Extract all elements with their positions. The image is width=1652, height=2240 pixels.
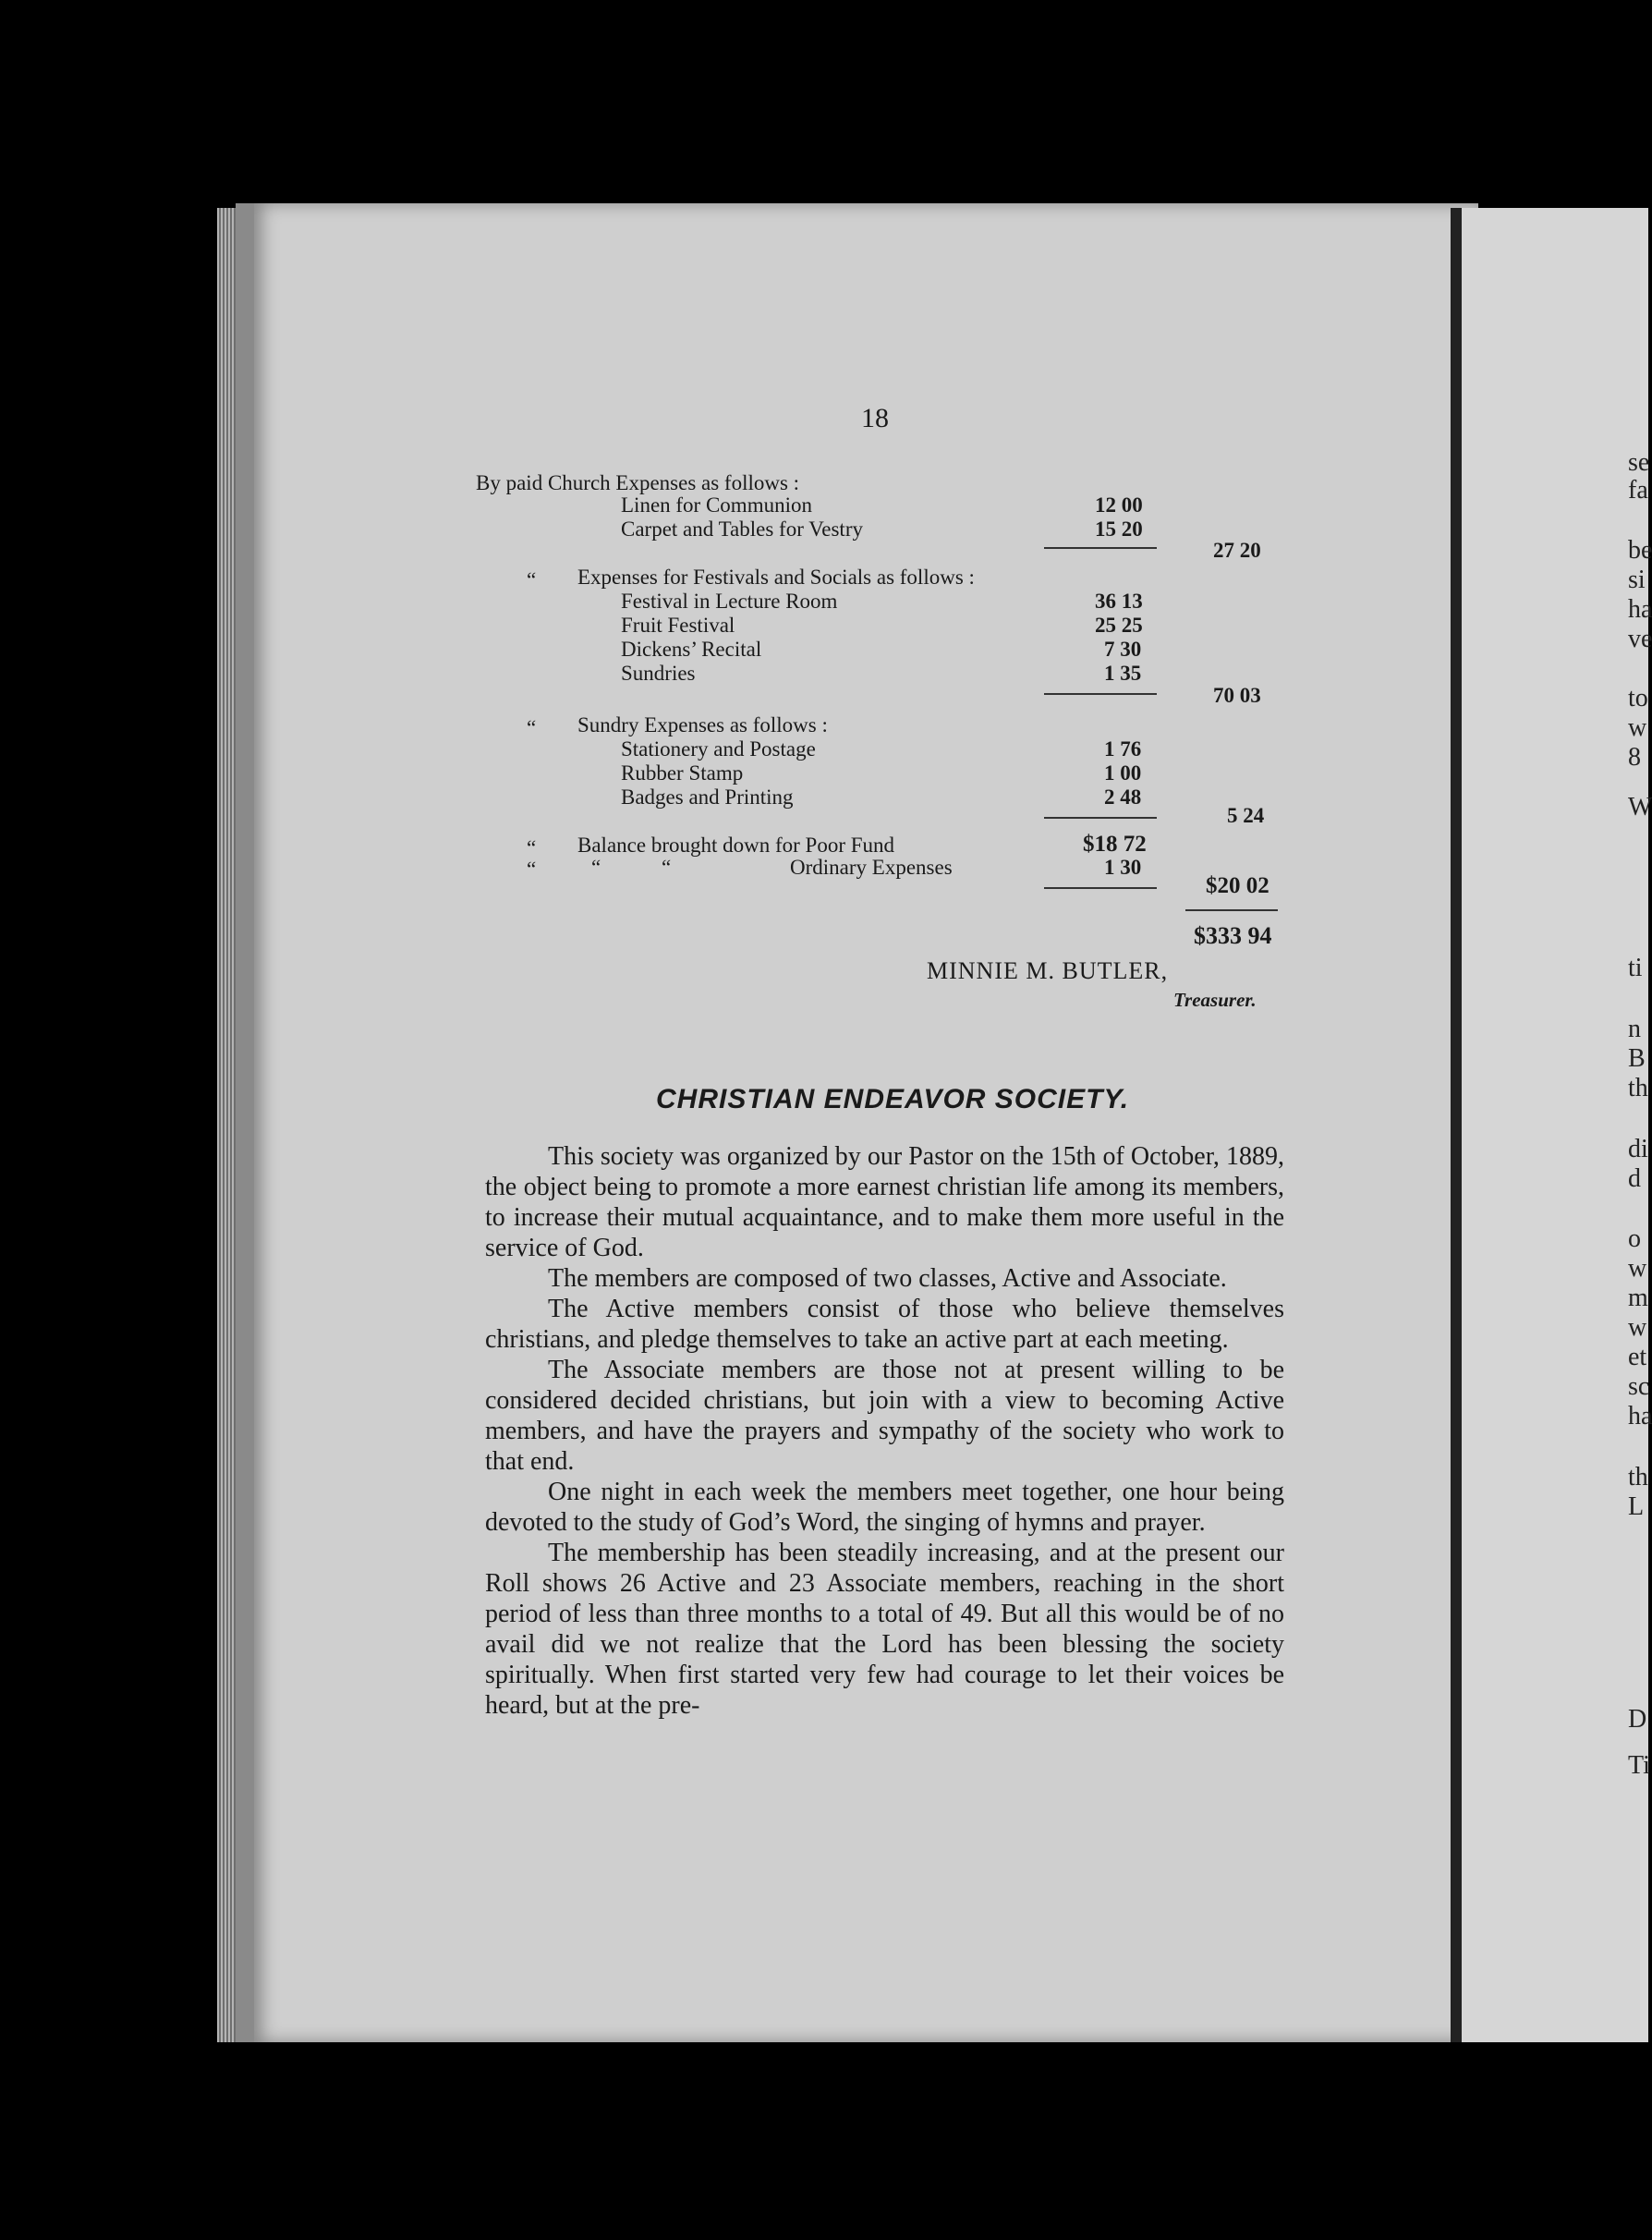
paragraph: The Associate members are those not at present willing to be considered decided christians, but join with a view to becoming Active members, and have the prayers and sympathy of the society who work to that end. (485, 1356, 1284, 1476)
page-stack-edge (217, 208, 236, 2042)
facing-page-fragment: th (1628, 1074, 1648, 1102)
ledger-item-label: Sundries (621, 662, 696, 685)
facing-page-fragment: ha (1628, 595, 1652, 624)
facing-page-fragment: si (1628, 566, 1646, 594)
subtotal-rule (1044, 887, 1157, 889)
subtotal-rule (1044, 817, 1157, 819)
facing-page-fragment: W (1628, 793, 1652, 822)
facing-page (1462, 208, 1648, 2042)
ledger-section-total: 27 20 (1213, 539, 1261, 562)
facing-page-fragment: fa (1628, 476, 1648, 505)
facing-page-fragment: to (1628, 684, 1648, 712)
facing-page-fragment: n (1628, 1015, 1641, 1043)
ledger-item-label: Rubber Stamp (621, 761, 744, 785)
facing-page-fragment: L (1628, 1492, 1645, 1521)
facing-page-fragment: 8 (1628, 743, 1641, 772)
treasurer-name: MINNIE M. BUTLER, (927, 957, 1169, 984)
facing-page-fragment: w (1628, 1254, 1647, 1283)
facing-page-fragment: Ti (1628, 1751, 1650, 1780)
ledger-section-total: 5 24 (1227, 804, 1265, 827)
facing-page-fragment: w (1628, 1313, 1647, 1342)
paragraph: The membership has been steadily increasing, and at the present our Roll shows 26 Active and 23 Associate members, reaching in the short period of less than three months to a total of 49. But all this would be of no avail did we not realize that the Lord has been blessing the society spiritually. When first started very few had courage to let their voices be heard, but at the pre- (485, 1539, 1284, 1720)
facing-page-fragment: th (1628, 1463, 1648, 1491)
ledger-item-amount: 1 76 (1104, 737, 1142, 761)
ledger-item-label: Fruit Festival (621, 614, 735, 637)
ditto-mark: “ (527, 836, 537, 859)
facing-page-fragment: m (1628, 1284, 1648, 1312)
ledger-item-amount: 25 25 (1095, 614, 1143, 637)
balance-poor-fund-label: Balance brought down for Poor Fund (577, 834, 895, 857)
paragraph: One night in each week the members meet together, one hour being devoted to the study of God’s Word, the singing of hymns and prayer. (485, 1478, 1284, 1537)
treasurer-title: Treasurer. (1173, 989, 1257, 1011)
sundry-expenses-header: Sundry Expenses as follows : (577, 713, 828, 737)
grand-total: $333 94 (1194, 922, 1272, 949)
book-page (236, 203, 1478, 2042)
page-number: 18 (861, 403, 889, 433)
ledger-item-label: Badges and Printing (621, 785, 794, 809)
festival-expenses-header: Expenses for Festivals and Socials as follows : (577, 566, 975, 589)
ledger-section-total: 70 03 (1213, 684, 1261, 707)
facing-page-fragment: be (1628, 536, 1652, 565)
ledger-item-label: Dickens’ Recital (621, 638, 762, 661)
ditto-mark: “ (527, 568, 537, 591)
balance-poor-fund-amount: $18 72 (1083, 832, 1147, 857)
book-gutter (1451, 208, 1462, 2042)
facing-page-fragment: B (1628, 1044, 1646, 1073)
facing-page-fragment: w (1628, 713, 1647, 742)
ledger-item-amount: 2 48 (1104, 785, 1142, 809)
balance-ordinary-amount: 1 30 (1104, 856, 1142, 879)
ditto-mark: “ (527, 716, 537, 739)
church-expenses-header: By paid Church Expenses as follows : (476, 471, 800, 494)
facing-page-fragment: di (1628, 1135, 1648, 1163)
subtotal-rule (1044, 547, 1157, 549)
facing-page-fragment: sc (1628, 1372, 1650, 1401)
subtotal-rule (1044, 693, 1157, 695)
facing-page-fragment: se (1628, 448, 1650, 477)
facing-page-fragment: o (1628, 1224, 1641, 1253)
ledger-item-amount: 15 20 (1095, 517, 1143, 541)
ditto-mark: “ (527, 858, 537, 881)
ledger-item-amount: 1 00 (1104, 761, 1142, 785)
paragraph: This society was organized by our Pastor on the 15th of October, 1889, the object being to promote a more earnest christian life among its members, to increase their mutual acquaintance, and to make them more useful in the service of God. (485, 1142, 1284, 1262)
paragraph: The Active members consist of those who believe themselves christians, and pledge themselves to take an active part at each meeting. (485, 1295, 1284, 1354)
ledger-item-label: Linen for Communion (621, 493, 812, 517)
article-body (485, 1141, 1284, 1721)
ledger-item-amount: 1 35 (1104, 662, 1142, 685)
ledger-item-amount: 36 13 (1095, 590, 1143, 613)
ledger-item-label: Festival in Lecture Room (621, 590, 838, 613)
facing-page-fragment: ha (1628, 1402, 1652, 1430)
ledger-item-label: Stationery and Postage (621, 737, 816, 761)
balance-ordinary-label: Ordinary Expenses (790, 856, 953, 879)
ditto-marks: “ “ (591, 856, 672, 879)
section-heading: CHRISTIAN ENDEAVOR SOCIETY. (656, 1084, 1130, 1114)
facing-page-fragment: et (1628, 1343, 1647, 1371)
ledger-item-label: Carpet and Tables for Vestry (621, 517, 863, 541)
ledger-item-amount: 12 00 (1095, 493, 1143, 517)
grand-total-rule (1185, 909, 1278, 911)
facing-page-fragment: D (1628, 1705, 1647, 1734)
paragraph: The members are composed of two classes, Active and Associate. (548, 1264, 1227, 1293)
ledger-item-amount: 7 30 (1104, 638, 1142, 661)
facing-page-fragment: ti (1628, 954, 1643, 982)
ledger-section-total: $20 02 (1206, 873, 1269, 898)
facing-page-fragment: ve (1628, 625, 1652, 653)
facing-page-fragment: d (1628, 1164, 1641, 1193)
